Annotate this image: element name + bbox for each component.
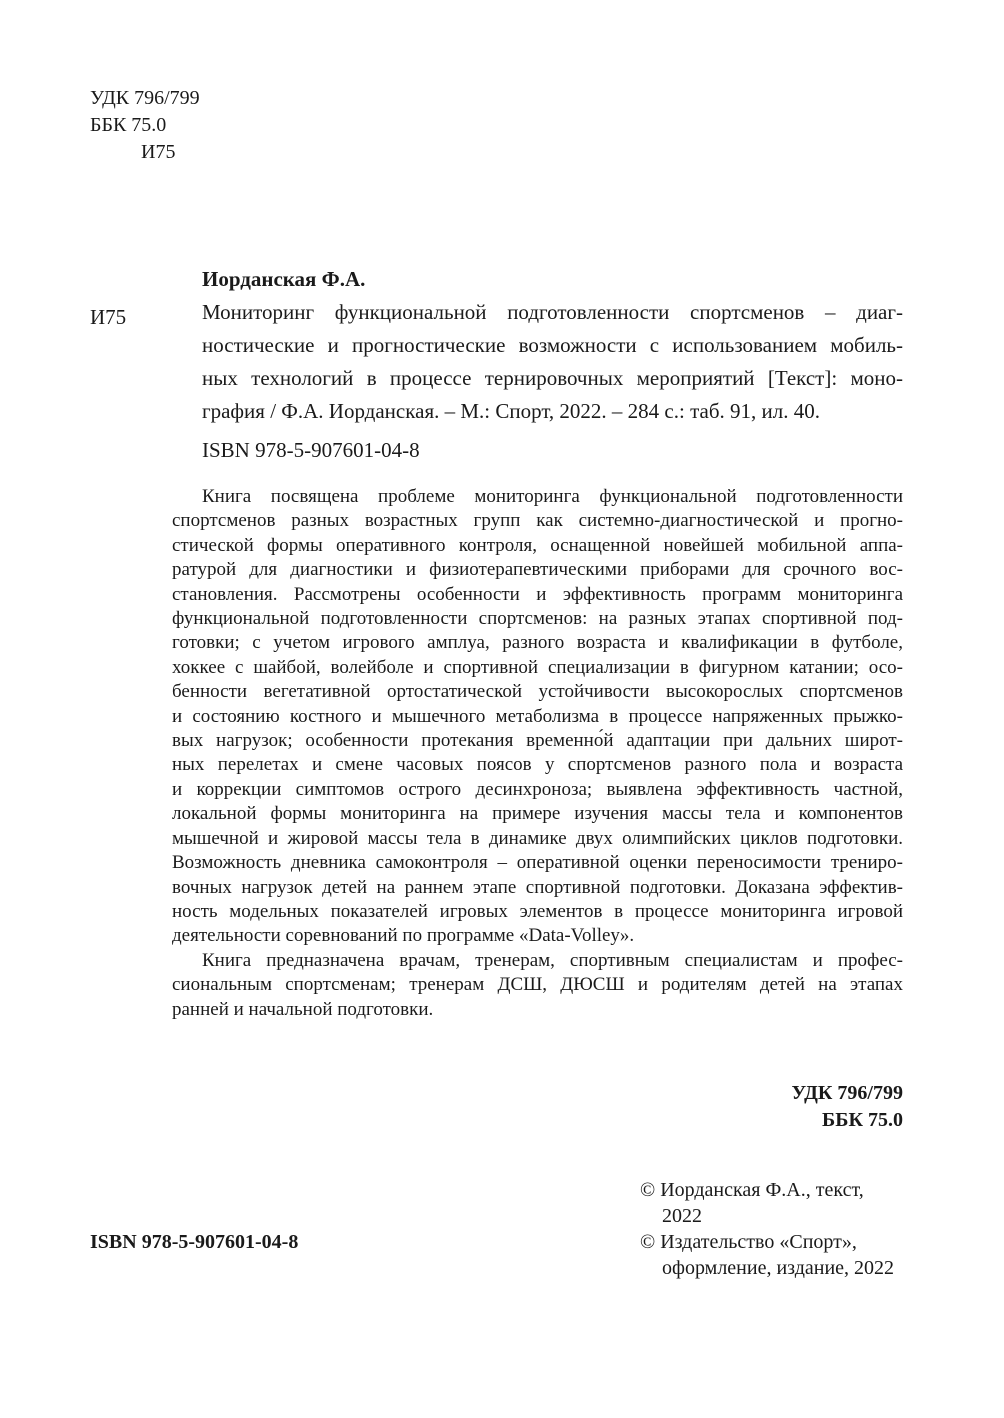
copyright-author: © Иорданская Ф.А., текст, bbox=[640, 1179, 864, 1201]
entry-line: графия / Ф.А. Иорданская. – М.: Спорт, 2022. – 284 с.: таб. 91, ил. 40. bbox=[202, 399, 820, 423]
author-mark: И75 bbox=[141, 141, 176, 163]
annotation-line: ратурой для диагностики и физиотерапевтическими приборами для срочного вос- bbox=[172, 559, 903, 581]
annotation-line: становления. Рассмотрены особенности и эффективность программ мониторинга bbox=[172, 583, 903, 605]
annotation-line: хоккее с шайбой, волейболе и спортивной специализации в фигурном катании; осо- bbox=[172, 656, 903, 678]
copyright-author-year: 2022 bbox=[662, 1205, 702, 1227]
annotation-line: мышечной и жировой массы тела в динамике двух олимпийских циклов подготовки. bbox=[172, 827, 903, 849]
entry-line: ностические и прогностические возможности с использованием мобиль- bbox=[202, 333, 903, 357]
annotation-line: Книга предназначена врачам, тренерам, спортивным специалистам и профес- bbox=[202, 949, 903, 971]
annotation-line: и коррекции симптомов острого десинхроноза; выявлена эффективность частной, bbox=[172, 778, 903, 800]
annotation-line: и состоянию костного и мышечного метаболизма в процессе напряженных прыжко- bbox=[172, 705, 903, 727]
udk-code-bottom: УДК 796/799 bbox=[791, 1082, 903, 1104]
annotation-line: готовки; с учетом игрового амплуа, разного возраста и квалификации в футболе, bbox=[172, 632, 903, 654]
annotation-line: ранней и начальной подготовки. bbox=[172, 998, 434, 1020]
annotation-line: Возможность дневника самоконтроля – оперативной оценки переносимости трениро- bbox=[172, 852, 903, 874]
annotation-line: спортсменов разных возрастных групп как системно-диагностической и прогно- bbox=[172, 510, 903, 532]
annotation-line: бенности вегетативной ортостатической устойчивости высокорослых спортсменов bbox=[172, 681, 903, 703]
annotation-line: Книга посвящена проблеме мониторинга функциональной подготовленности bbox=[202, 486, 903, 507]
copyright-publisher: © Издательство «Спорт», bbox=[640, 1231, 857, 1253]
annotation-line: вых нагрузок; особенности протекания временно́й адаптации при дальних широт- bbox=[172, 730, 903, 752]
author-name: Иорданская Ф.А. bbox=[202, 267, 366, 291]
annotation-line: деятельности соревнований по программе «Data-Volley». bbox=[172, 925, 635, 947]
entry-line: ных технологий в процессе тернировочных мероприятий [Текст]: моно- bbox=[202, 366, 903, 390]
copyright-publisher-detail: оформление, издание, 2022 bbox=[662, 1257, 895, 1279]
bbk-code: ББК 75.0 bbox=[90, 114, 167, 136]
entry-line: Мониторинг функциональной подготовленности спортсменов – диаг- bbox=[202, 300, 903, 324]
annotation bbox=[172, 485, 903, 1022]
udk-code: УДК 796/799 bbox=[90, 87, 200, 109]
annotation-line: вочных нагрузок детей на раннем этапе спортивной подготовки. Доказана эффектив- bbox=[172, 876, 903, 898]
annotation-line: сиональным спортсменам; тренерам ДСШ, ДЮСШ и родителям детей на этапах bbox=[172, 974, 903, 996]
author-mark-side: И75 bbox=[90, 305, 127, 329]
annotation-line: стической формы оперативного контроля, оснащенной новейшей мобильной аппа- bbox=[172, 534, 903, 556]
annotation-line: функциональной подготовленности спортсменов: на разных этапах спортивной под- bbox=[172, 608, 903, 630]
annotation-line: ность модельных показателей игровых элементов в процессе мониторинга игровой bbox=[172, 900, 903, 922]
bbk-code-bottom: ББК 75.0 bbox=[822, 1109, 903, 1131]
annotation-line: локальной формы мониторинга на примере изучения массы тела и компонентов bbox=[172, 803, 903, 825]
isbn-footer: ISBN 978-5-907601-04-8 bbox=[90, 1231, 299, 1253]
annotation-line: ных перелетах и смене часовых поясов у спортсменов разного пола и возраста bbox=[172, 754, 903, 776]
isbn-entry: ISBN 978-5-907601-04-8 bbox=[202, 438, 420, 462]
